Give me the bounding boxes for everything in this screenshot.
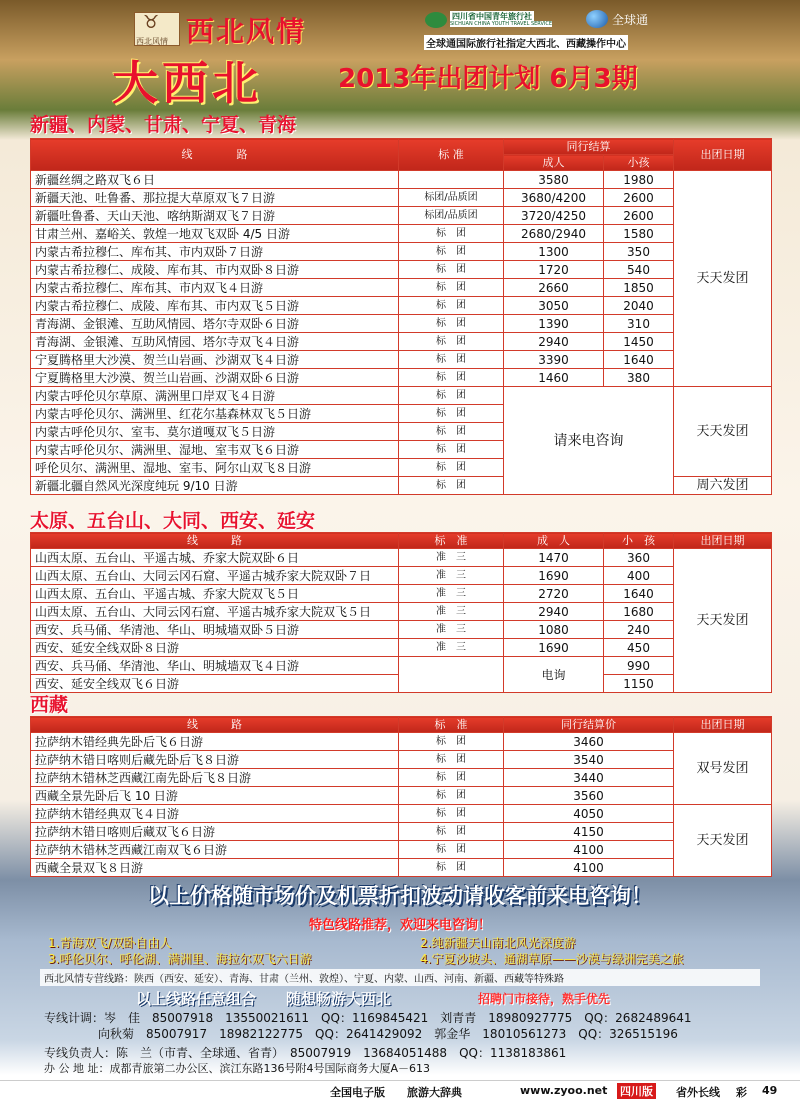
- header-std: 标 准: [399, 533, 504, 549]
- child-price: 2600: [604, 189, 674, 207]
- table-row: [31, 243, 772, 261]
- route-name: 青海湖、金银滩、互助风情园、塔尔寺双卧６日游: [31, 315, 399, 333]
- adult-price: 1690: [504, 567, 604, 585]
- child-price: 1980: [604, 171, 674, 189]
- route-name: 西藏全景先卧后飞 10 日游: [31, 787, 399, 805]
- route-name: 山西太原、五台山、平遥古城、乔家大院双卧６日: [31, 549, 399, 567]
- route-standard: 准 三: [399, 621, 504, 639]
- travel-agency-english: SICHUAN CHINA YOUTH TRAVEL SERVICE: [450, 21, 553, 27]
- route-name: 拉萨纳木错经典双飞４日游: [31, 805, 399, 823]
- group-price: 3540: [504, 751, 674, 769]
- departure-daily: 天天发团: [674, 387, 772, 477]
- child-price: 400: [604, 567, 674, 585]
- group-price: 4150: [504, 823, 674, 841]
- child-price: 1640: [604, 585, 674, 603]
- group-price: 4050: [504, 805, 674, 823]
- route-standard: 准 三: [399, 603, 504, 621]
- table-row: [31, 333, 772, 351]
- table-row: [31, 733, 772, 751]
- contact-line-2: 向秋菊 85007917 18982122775 QQ：2641429092 郭金华 18010561273 QQ：326515196: [98, 1027, 678, 1041]
- table-row: [31, 657, 772, 675]
- route-name: 内蒙古呼伦贝尔草原、满洲里口岸双飞４日游: [31, 387, 399, 405]
- route-name: 内蒙古呼伦贝尔、满洲里、湿地、室韦双飞６日游: [31, 441, 399, 459]
- route-standard: 标 团: [399, 751, 504, 769]
- route-standard: 标 团: [399, 459, 504, 477]
- departure-daily: 天天发团: [674, 549, 772, 693]
- route-standard: 标 团: [399, 441, 504, 459]
- route-standard: 标 团: [399, 333, 504, 351]
- adult-price: 1390: [504, 315, 604, 333]
- adult-price: 1080: [504, 621, 604, 639]
- header-date: 出团日期: [674, 533, 772, 549]
- route-name: 拉萨纳木错日喀则后藏双飞６日游: [31, 823, 399, 841]
- child-price: 350: [604, 243, 674, 261]
- route-standard: 标团/品质团: [399, 207, 504, 225]
- group-price: 3560: [504, 787, 674, 805]
- contact-line-3: 专线负责人：陈 兰（市青、全球通、省青） 85007919 13684051488 QQ：1138183861: [44, 1046, 567, 1060]
- table-row: [31, 261, 772, 279]
- table-row: [31, 549, 772, 567]
- price-by-phone: 电询: [504, 657, 604, 693]
- child-price: 540: [604, 261, 674, 279]
- child-price: 310: [604, 315, 674, 333]
- table-row: [31, 585, 772, 603]
- route-name: 西藏全景双飞８日游: [31, 859, 399, 877]
- main-title: 大西北: [112, 56, 262, 110]
- header-subtitle: 全球通国际旅行社指定大西北、西藏操作中心: [424, 35, 628, 50]
- child-price: 1580: [604, 225, 674, 243]
- route-standard: 标 团: [399, 297, 504, 315]
- route-standard: 准 三: [399, 639, 504, 657]
- hiring-notice: 招聘门市接待，熟手优先: [478, 992, 611, 1006]
- adult-price: 1460: [504, 369, 604, 387]
- route-name: 新疆北疆自然风光深度纯玩 9/10 日游: [31, 477, 399, 495]
- adult-price: 3720/4250: [504, 207, 604, 225]
- route-name: 呼伦贝尔、满洲里、湿地、室韦、阿尔山双飞８日游: [31, 459, 399, 477]
- child-price: 360: [604, 549, 674, 567]
- route-name: 内蒙古希拉穆仁、库布其、市内双飞４日游: [31, 279, 399, 297]
- adult-price: 2940: [504, 603, 604, 621]
- route-name: 山西太原、五台山、平遥古城、乔家大院双飞５日: [31, 585, 399, 603]
- adult-price: 1470: [504, 549, 604, 567]
- route-standard: 标 团: [399, 769, 504, 787]
- route-name: 内蒙古希拉穆仁、库布其、市内双卧７日游: [31, 243, 399, 261]
- tibet-route-table: [30, 716, 772, 877]
- header-route: 线 路: [31, 533, 399, 549]
- route-name: 宁夏腾格里大沙漠、贺兰山岩画、沙湖双卧６日游: [31, 369, 399, 387]
- route-name: 内蒙古呼伦贝尔、室韦、莫尔道嘎双飞５日游: [31, 423, 399, 441]
- departure-saturday: 周六发团: [674, 477, 772, 495]
- table-row: [31, 171, 772, 189]
- route-name: 拉萨纳木错日喀则后藏先卧后飞８日游: [31, 751, 399, 769]
- route-name: 新疆丝绸之路双飞６日: [31, 171, 399, 189]
- route-name: 西安、延安全线双飞６日游: [31, 675, 399, 693]
- table-row: [31, 841, 772, 859]
- featured-routes-title: 特色线路推荐，欢迎来电咨询！: [308, 918, 491, 933]
- child-price: 1450: [604, 333, 674, 351]
- table-row: [31, 225, 772, 243]
- route-standard: 标 团: [399, 423, 504, 441]
- table-row: [31, 207, 772, 225]
- route-name: 拉萨纳木错经典先卧后飞６日游: [31, 733, 399, 751]
- adult-price: 2940: [504, 333, 604, 351]
- header-adult: 成 人: [504, 533, 604, 549]
- header-date: 出团日期: [674, 139, 772, 171]
- route-name: 西安、兵马俑、华清池、华山、明城墙双飞４日游: [31, 657, 399, 675]
- route-standard: 标 团: [399, 805, 504, 823]
- route-name: 新疆吐鲁番、天山天池、喀纳斯湖双飞７日游: [31, 207, 399, 225]
- section-heading-shanxi-shaanxi: 太原、五台山、大同、西安、延安: [30, 510, 316, 532]
- adult-price: 3580: [504, 171, 604, 189]
- child-price: 1850: [604, 279, 674, 297]
- route-name: 山西太原、五台山、大同云冈石窟、平遥古城乔家大院双卧７日: [31, 567, 399, 585]
- globe-brand: 全球通: [612, 13, 649, 27]
- route-standard: 标 团: [399, 733, 504, 751]
- featured-route-4: 4.宁夏沙坡头、通湖草原——沙漠与绿洲完美之旅: [420, 952, 684, 966]
- globe-icon: [586, 10, 608, 28]
- child-price: 1150: [604, 675, 674, 693]
- northwest-route-table: [30, 138, 772, 495]
- table-row: [31, 639, 772, 657]
- brand-title: 西北风情: [186, 15, 307, 48]
- child-price: 1640: [604, 351, 674, 369]
- contact-line-1: 专线计调：岑 佳 85007918 13550021611 QQ：1169845421 刘青青 18980927775 QQ：2682489641: [44, 1011, 692, 1025]
- adult-price: 2680/2940: [504, 225, 604, 243]
- route-name: 甘肃兰州、嘉峪关、敦煌一地双飞双卧 4/5 日游: [31, 225, 399, 243]
- child-price: 2600: [604, 207, 674, 225]
- departure-daily: 天天发团: [674, 805, 772, 877]
- header-adult: 成人: [504, 155, 604, 171]
- table-row: [31, 567, 772, 585]
- departure-daily: 天天发团: [674, 171, 772, 387]
- header-price: 同行结算价: [504, 717, 674, 733]
- specialty-routes: 西北风情专营线路：陕西（西安、延安）、青海、甘肃（兰州、敦煌）、宁夏、内蒙、山西、河南、新疆、西藏等特殊路: [40, 969, 760, 986]
- table-row: [31, 351, 772, 369]
- group-price: 4100: [504, 859, 674, 877]
- child-price: 1680: [604, 603, 674, 621]
- header-group: 同行结算: [504, 139, 674, 155]
- header-route: 线 路: [31, 139, 399, 171]
- child-price: 990: [604, 657, 674, 675]
- ox-icon: ♉: [143, 12, 160, 33]
- featured-route-1: 1.青海双飞/双卧自由人: [48, 936, 172, 950]
- adult-price: 2660: [504, 279, 604, 297]
- adult-price: 1720: [504, 261, 604, 279]
- dictionary-label: 旅游大辞典: [407, 1086, 462, 1099]
- group-price: 3460: [504, 733, 674, 751]
- route-standard: 标 团: [399, 279, 504, 297]
- route-standard: 标团/品质团: [399, 189, 504, 207]
- route-standard: 准 三: [399, 549, 504, 567]
- route-standard: 标 团: [399, 787, 504, 805]
- route-standard: 标 团: [399, 387, 504, 405]
- color-label: 彩: [736, 1086, 747, 1099]
- route-name: 内蒙古呼伦贝尔、满洲里、红花尔基森林双飞５日游: [31, 405, 399, 423]
- route-name: 宁夏腾格里大沙漠、贺兰山岩画、沙湖双飞４日游: [31, 351, 399, 369]
- route-name: 西安、兵马俑、华清池、华山、明城墙双卧５日游: [31, 621, 399, 639]
- table-row: [31, 387, 772, 405]
- adult-price: 3050: [504, 297, 604, 315]
- edition-label: 全国电子版: [330, 1086, 385, 1099]
- logo-caption: 西北风情: [136, 37, 168, 46]
- header-std: 标 准: [399, 717, 504, 733]
- table-row: [31, 279, 772, 297]
- table-row: [31, 787, 772, 805]
- adult-price: 3680/4200: [504, 189, 604, 207]
- route-name: 内蒙古希拉穆仁、成陵、库布其、市内双卧８日游: [31, 261, 399, 279]
- route-standard: 标 团: [399, 405, 504, 423]
- child-price: 380: [604, 369, 674, 387]
- travel-agency-logo-icon: [425, 12, 447, 28]
- shanxi-route-table: [30, 532, 772, 693]
- route-name: 新疆天池、吐鲁番、那拉提大草原双飞７日游: [31, 189, 399, 207]
- header-date: 出团日期: [674, 717, 772, 733]
- price-notice: 以上价格随市场价及机票折扣波动请收客前来电咨询！: [148, 884, 652, 908]
- adult-price: 3390: [504, 351, 604, 369]
- adult-price: 1300: [504, 243, 604, 261]
- departure-even-days: 双号发团: [674, 733, 772, 805]
- route-standard: 标 团: [399, 351, 504, 369]
- header-route: 线 路: [31, 717, 399, 733]
- plan-title: 2013年出团计划 6月3期: [338, 64, 638, 94]
- route-standard: [399, 657, 504, 693]
- route-name: 拉萨纳木错林芝西藏江南双飞６日游: [31, 841, 399, 859]
- route-name: 青海湖、金银滩、互助风情园、塔尔寺双飞４日游: [31, 333, 399, 351]
- province-badge: 四川版: [617, 1083, 656, 1099]
- header-std: 标 准: [399, 139, 504, 171]
- route-standard: 标 团: [399, 225, 504, 243]
- route-standard: 准 三: [399, 567, 504, 585]
- route-name: 山西太原、五台山、大同云冈石窟、平遥古城乔家大院双飞５日: [31, 603, 399, 621]
- section-heading-tibet: 西藏: [30, 694, 69, 716]
- route-name: 拉萨纳木错林芝西藏江南先卧后飞８日游: [31, 769, 399, 787]
- table-row: [31, 805, 772, 823]
- table-row: [31, 297, 772, 315]
- adult-price: 2720: [504, 585, 604, 603]
- route-standard: [399, 171, 504, 189]
- table-row: [31, 769, 772, 787]
- group-price: 4100: [504, 841, 674, 859]
- child-price: 450: [604, 639, 674, 657]
- route-standard: 标 团: [399, 261, 504, 279]
- route-standard: 标 团: [399, 841, 504, 859]
- child-price: 2040: [604, 297, 674, 315]
- section-heading-northwest: 新疆、内蒙、甘肃、宁夏、青海: [30, 114, 297, 136]
- route-name: 内蒙古希拉穆仁、成陵、库布其、市内双飞５日游: [31, 297, 399, 315]
- section-label: 省外长线: [676, 1086, 720, 1099]
- office-address: 办 公 地 址：成都青旅第二办公区、滨江东路136号附4号国际商务大厦A－613: [44, 1062, 431, 1075]
- table-row: [31, 859, 772, 877]
- table-row: [31, 751, 772, 769]
- route-standard: 标 团: [399, 315, 504, 333]
- table-row: [31, 603, 772, 621]
- child-price: 240: [604, 621, 674, 639]
- table-row: [31, 621, 772, 639]
- page-number: 49: [762, 1084, 778, 1097]
- combo-slogan: 以上线路任意组合 随想畅游大西北: [136, 990, 392, 1008]
- price-by-phone: 请来电咨询: [504, 387, 674, 495]
- group-price: 3440: [504, 769, 674, 787]
- table-row: [31, 823, 772, 841]
- route-standard: 标 团: [399, 243, 504, 261]
- table-row: [31, 315, 772, 333]
- adult-price: 1690: [504, 639, 604, 657]
- route-standard: 标 团: [399, 369, 504, 387]
- table-row: [31, 189, 772, 207]
- featured-route-2: 2.纯新疆天山南北风光深度游: [420, 936, 576, 950]
- bottom-bar: [0, 1080, 800, 1100]
- route-name: 西安、延安全线双卧８日游: [31, 639, 399, 657]
- site-link[interactable]: www.zyoo.net: [520, 1084, 608, 1097]
- travel-agency-name: 四川省中国青年旅行社: [452, 12, 532, 21]
- table-row: [31, 369, 772, 387]
- header-child: 小孩: [604, 155, 674, 171]
- featured-route-3: 3.呼伦贝尔、呼伦湖、满洲里、海拉尔双飞六日游: [48, 952, 312, 966]
- route-standard: 准 三: [399, 585, 504, 603]
- route-standard: 标 团: [399, 823, 504, 841]
- header-child: 小 孩: [604, 533, 674, 549]
- route-standard: 标 团: [399, 859, 504, 877]
- route-standard: 标 团: [399, 477, 504, 495]
